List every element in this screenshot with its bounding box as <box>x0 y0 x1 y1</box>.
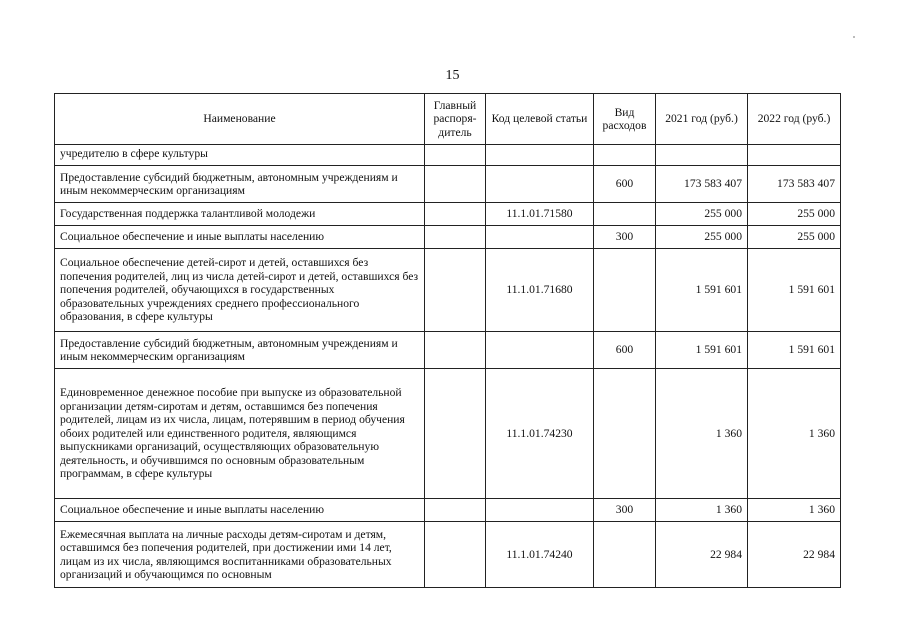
table-header-row <box>55 94 841 145</box>
row-name: Социальное обеспечение детей-сирот и детей, оставшихся без попечения родителей, лиц из числа детей-сирот и детей, оставшихся без попечения родителей, обучающихся в государственных образовательных учреждениях среднего профессионального образования, в сфере культуры <box>55 249 425 332</box>
row-kind: 300 <box>594 226 656 249</box>
row-kind <box>594 249 656 332</box>
row-code: 11.1.01.74230 <box>486 369 594 499</box>
row-manager <box>425 332 486 369</box>
row-2022: 1 591 601 <box>748 332 841 369</box>
row-2022: 255 000 <box>748 203 841 226</box>
row-2021: 1 591 601 <box>656 332 748 369</box>
table-row <box>55 145 841 166</box>
row-manager <box>425 226 486 249</box>
row-2021: 173 583 407 <box>656 166 748 203</box>
header-code: Код целевой статьи <box>486 94 594 145</box>
table-row <box>55 369 841 499</box>
row-code <box>486 332 594 369</box>
header-name: Наименование <box>55 94 425 145</box>
table-row <box>55 522 841 588</box>
row-2021: 255 000 <box>656 226 748 249</box>
row-code: 11.1.01.71580 <box>486 203 594 226</box>
row-name: Предоставление субсидий бюджетным, автономным учреждениям и иным некоммерческим организациям <box>55 332 425 369</box>
row-kind: 300 <box>594 499 656 522</box>
row-kind <box>594 203 656 226</box>
row-kind <box>594 145 656 166</box>
row-code <box>486 166 594 203</box>
table-row <box>55 203 841 226</box>
header-manager: Главный распоря-дитель <box>425 94 486 145</box>
row-kind: 600 <box>594 332 656 369</box>
row-manager <box>425 145 486 166</box>
row-code: 11.1.01.71680 <box>486 249 594 332</box>
row-code <box>486 226 594 249</box>
row-2021: 22 984 <box>656 522 748 588</box>
header-2022: 2022 год (руб.) <box>748 94 841 145</box>
row-kind <box>594 369 656 499</box>
row-name: Предоставление субсидий бюджетным, автономным учреждениям и иным некоммерческим организациям <box>55 166 425 203</box>
row-manager <box>425 203 486 226</box>
row-2022: 1 360 <box>748 499 841 522</box>
row-manager <box>425 249 486 332</box>
row-code <box>486 145 594 166</box>
row-name: Ежемесячная выплата на личные расходы детям-сиротам и детям, оставшимся без попечения родителей, при достижении ими 14 лет, лицам из их числа, являющимся воспитанниками образовательных организаций и обучающимся по основным <box>55 522 425 588</box>
table-row <box>55 166 841 203</box>
header-kind: Вид расходов <box>594 94 656 145</box>
table-row <box>55 226 841 249</box>
row-2022: 255 000 <box>748 226 841 249</box>
row-manager <box>425 522 486 588</box>
row-name: Государственная поддержка талантливой молодежи <box>55 203 425 226</box>
row-2022: 173 583 407 <box>748 166 841 203</box>
row-2022 <box>748 145 841 166</box>
table-row <box>55 332 841 369</box>
table-row <box>55 499 841 522</box>
row-2021: 1 591 601 <box>656 249 748 332</box>
row-2021: 255 000 <box>656 203 748 226</box>
row-2022: 1 360 <box>748 369 841 499</box>
row-2021 <box>656 145 748 166</box>
row-code: 11.1.01.74240 <box>486 522 594 588</box>
row-name: учредителю в сфере культуры <box>55 145 425 166</box>
row-manager <box>425 499 486 522</box>
scan-speck <box>853 36 855 38</box>
row-2022: 1 591 601 <box>748 249 841 332</box>
row-2022: 22 984 <box>748 522 841 588</box>
row-code <box>486 499 594 522</box>
row-manager <box>425 166 486 203</box>
row-2021: 1 360 <box>656 369 748 499</box>
budget-table <box>54 93 841 588</box>
row-name: Социальное обеспечение и иные выплаты населению <box>55 499 425 522</box>
row-kind: 600 <box>594 166 656 203</box>
row-name: Социальное обеспечение и иные выплаты населению <box>55 226 425 249</box>
row-kind <box>594 522 656 588</box>
row-name: Единовременное денежное пособие при выпуске из образовательной организации детям-сиротам и детям, оставшимся без попечения родителей, лицам из их числа, лицам, потерявшим в период обучения обоих родителей или единственного родителя, являющимся выпускниками организаций, осуществляющих образовательную деятельность, и обучившимся по основным образовательным программам, в сфере культуры <box>55 369 425 499</box>
row-2021: 1 360 <box>656 499 748 522</box>
table-row <box>55 249 841 332</box>
page-number: 15 <box>445 68 460 83</box>
row-manager <box>425 369 486 499</box>
header-2021: 2021 год (руб.) <box>656 94 748 145</box>
